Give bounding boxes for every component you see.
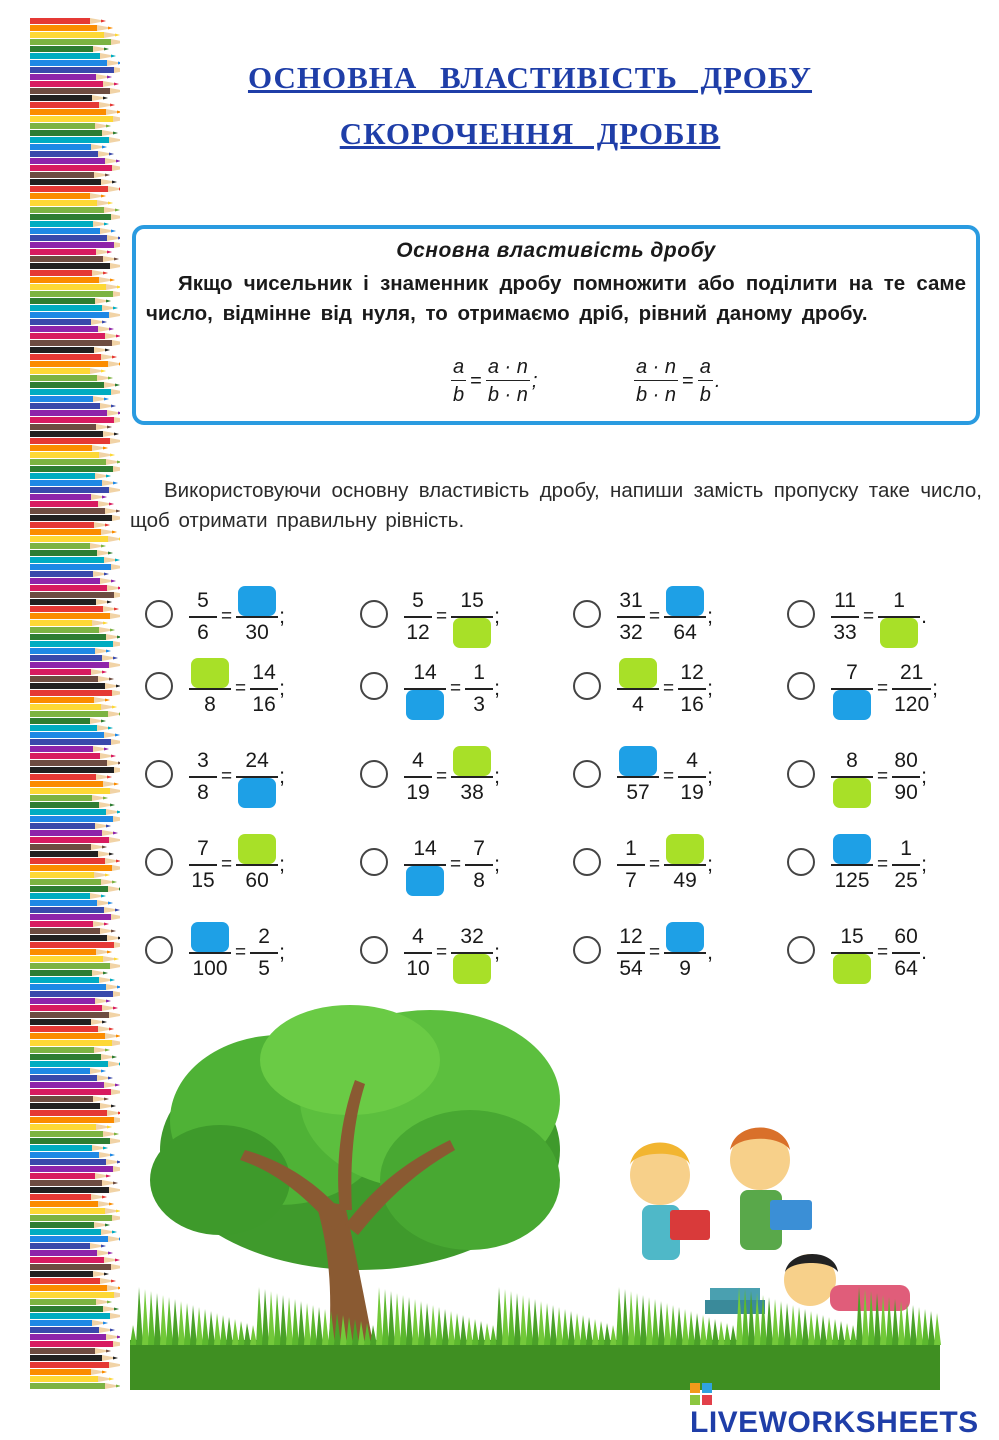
right-fraction <box>236 746 278 808</box>
left-numerator: 15 <box>840 925 864 949</box>
page-subtitle: СКОРОЧЕННЯ ДРОБІВ <box>339 116 721 151</box>
fraction-equation <box>189 832 285 898</box>
answer-radio-button[interactable] <box>145 848 173 876</box>
answer-radio-button[interactable] <box>360 848 388 876</box>
right-denominator: 38 <box>460 780 484 804</box>
answer-blank-input[interactable] <box>453 618 491 648</box>
right-denominator: 64 <box>894 956 918 980</box>
fraction-equation <box>189 920 285 986</box>
left-denominator: 19 <box>406 780 430 804</box>
answer-radio-button[interactable] <box>360 760 388 788</box>
right-denominator: 3 <box>473 692 485 716</box>
answer-radio-button[interactable] <box>787 848 815 876</box>
answer-radio-button[interactable] <box>360 936 388 964</box>
right-numerator[interactable] <box>236 586 278 616</box>
left-numerator: 31 <box>619 589 643 613</box>
equals-sign: = <box>235 678 247 699</box>
left-numerator: 7 <box>846 661 858 685</box>
formula-2-lhs-num: a · n <box>634 355 678 381</box>
answer-blank-input[interactable] <box>833 690 871 720</box>
right-fraction <box>451 746 493 808</box>
left-numerator[interactable] <box>617 658 659 688</box>
equals-sign: = <box>450 678 462 699</box>
left-numerator[interactable] <box>189 922 231 952</box>
answer-radio-button[interactable] <box>360 672 388 700</box>
right-numerator: 4 <box>686 749 698 773</box>
punctuation: . <box>921 941 927 964</box>
answer-blank-input[interactable] <box>238 586 276 616</box>
left-fraction <box>617 746 659 808</box>
left-denominator: 100 <box>192 956 228 980</box>
fraction-equation <box>189 744 285 810</box>
right-denominator: 49 <box>673 868 697 892</box>
answer-blank-input[interactable] <box>833 834 871 864</box>
equals-sign: = <box>649 942 661 963</box>
punctuation: ; <box>279 765 285 788</box>
right-numerator: 14 <box>252 661 276 685</box>
liveworksheets-logo <box>690 1372 999 1440</box>
left-numerator: 12 <box>619 925 643 949</box>
rule-heading: Основна властивість дробу <box>396 239 716 262</box>
left-numerator: 5 <box>197 589 209 613</box>
right-numerator: 1 <box>893 589 905 613</box>
right-fraction <box>451 586 493 648</box>
left-numerator: 5 <box>412 589 424 613</box>
punctuation: ; <box>279 605 285 628</box>
equals-sign: = <box>221 854 233 875</box>
left-denominator: 8 <box>197 780 209 804</box>
right-fraction <box>892 922 920 984</box>
right-fraction <box>664 922 706 984</box>
equals-sign: = <box>863 606 875 627</box>
left-denominator: 8 <box>204 692 216 716</box>
answer-radio-button[interactable] <box>145 600 173 628</box>
fraction-equation <box>831 584 927 650</box>
punctuation: ; <box>494 765 500 788</box>
left-fraction <box>617 658 659 720</box>
formula-2-rhs-num: a <box>698 355 713 381</box>
answer-radio-button[interactable] <box>360 600 388 628</box>
fraction-equation <box>189 656 285 722</box>
left-denominator: 4 <box>632 692 644 716</box>
answer-blank-input[interactable] <box>406 866 444 896</box>
punctuation: ; <box>707 677 713 700</box>
equals-sign: = <box>221 606 233 627</box>
fraction-equation <box>617 584 713 650</box>
fraction-equation <box>404 920 500 986</box>
answer-radio-button[interactable] <box>573 672 601 700</box>
punctuation: . <box>921 605 927 628</box>
formula-1-lhs-den: b <box>453 384 465 406</box>
left-fraction <box>404 922 432 984</box>
left-denominator: 10 <box>406 956 430 980</box>
left-numerator: 7 <box>197 837 209 861</box>
formula-1: $\frac{a}{b}$ = $\frac{a \cdot n}{b \cdot n}$ ; <box>453 356 538 406</box>
left-denominator[interactable] <box>831 690 873 720</box>
answer-blank-input[interactable] <box>619 746 657 776</box>
fraction-equation <box>831 656 938 722</box>
answer-blank-input[interactable] <box>666 834 704 864</box>
formula-1-rhs-num: a · n <box>486 355 530 381</box>
left-numerator: 4 <box>412 925 424 949</box>
left-denominator[interactable] <box>831 778 873 808</box>
right-fraction <box>465 834 493 896</box>
fraction-equation <box>617 656 713 722</box>
formula-2-rhs-den: b <box>699 384 711 406</box>
left-denominator: 15 <box>191 868 215 892</box>
left-fraction <box>189 658 231 720</box>
left-fraction <box>617 922 645 984</box>
left-numerator[interactable] <box>617 746 659 776</box>
right-fraction <box>878 586 920 648</box>
right-numerator: 2 <box>258 925 270 949</box>
fraction-equation <box>831 832 927 898</box>
left-fraction <box>404 834 446 896</box>
right-numerator: 60 <box>894 925 918 949</box>
answer-radio-button[interactable] <box>573 936 601 964</box>
left-denominator: 57 <box>626 780 650 804</box>
fraction-equation <box>831 744 927 810</box>
punctuation: ; <box>707 853 713 876</box>
left-fraction <box>831 746 873 808</box>
answer-blank-input[interactable] <box>238 778 276 808</box>
rule-box <box>132 225 980 425</box>
left-fraction <box>617 586 645 648</box>
answer-blank-input[interactable] <box>666 586 704 616</box>
equals-sign: = <box>450 854 462 875</box>
answer-radio-button[interactable] <box>787 760 815 788</box>
fraction-equation <box>617 832 713 898</box>
right-fraction <box>892 746 920 808</box>
right-numerator: 12 <box>680 661 704 685</box>
left-fraction <box>831 586 859 648</box>
punctuation: ; <box>494 853 500 876</box>
right-numerator[interactable] <box>664 586 706 616</box>
right-fraction <box>236 834 278 896</box>
left-numerator: 4 <box>412 749 424 773</box>
pencil-border-decoration <box>30 18 120 1390</box>
right-denominator: 5 <box>258 956 270 980</box>
left-fraction <box>404 586 432 648</box>
equals-sign: = <box>649 854 661 875</box>
answer-radio-button[interactable] <box>787 936 815 964</box>
scene-illustration <box>130 1000 990 1390</box>
left-denominator[interactable] <box>404 866 446 896</box>
left-numerator[interactable] <box>189 658 231 688</box>
answer-blank-input[interactable] <box>619 658 657 688</box>
formula-1-punct: ; <box>531 369 538 392</box>
right-denominator: 19 <box>680 780 704 804</box>
right-denominator: 9 <box>679 956 691 980</box>
right-numerator[interactable] <box>664 834 706 864</box>
right-numerator: 7 <box>473 837 485 861</box>
right-denominator: 60 <box>245 868 269 892</box>
liveworksheets-mark-icon <box>690 1379 712 1401</box>
answer-blank-input[interactable] <box>453 954 491 984</box>
fraction-equation <box>404 832 500 898</box>
punctuation: ; <box>707 605 713 628</box>
right-fraction <box>678 658 706 720</box>
punctuation: ; <box>279 853 285 876</box>
right-denominator[interactable] <box>236 778 278 808</box>
right-numerator: 21 <box>899 661 924 685</box>
left-numerator: 14 <box>413 661 437 685</box>
right-fraction <box>892 834 920 896</box>
equals-sign: = <box>235 942 247 963</box>
punctuation: ; <box>279 941 285 964</box>
equals-sign: = <box>436 766 448 787</box>
answer-blank-input[interactable] <box>833 954 871 984</box>
right-fraction <box>250 658 278 720</box>
answer-blank-input[interactable] <box>880 618 918 648</box>
answer-radio-button[interactable] <box>573 760 601 788</box>
equals-sign: = <box>436 606 448 627</box>
formula-2-lhs-den: b · n <box>636 384 677 406</box>
equals-sign: = <box>649 606 661 627</box>
right-fraction <box>664 834 706 896</box>
left-fraction <box>831 658 873 720</box>
right-denominator[interactable] <box>878 618 920 648</box>
right-denominator: 8 <box>473 868 485 892</box>
answer-radio-button[interactable] <box>573 848 601 876</box>
answer-blank-input[interactable] <box>833 778 871 808</box>
left-fraction <box>189 586 217 648</box>
equals-sign: = <box>436 942 448 963</box>
answer-blank-input[interactable] <box>191 922 229 952</box>
answer-blank-input[interactable] <box>666 922 704 952</box>
punctuation: ; <box>932 677 938 700</box>
answer-radio-button[interactable] <box>145 672 173 700</box>
equals-sign: = <box>877 942 889 963</box>
right-fraction <box>250 922 278 984</box>
right-denominator: 25 <box>894 868 918 892</box>
equals-sign: = <box>663 766 675 787</box>
left-numerator: 14 <box>413 837 437 861</box>
answer-blank-input[interactable] <box>238 834 276 864</box>
punctuation: ; <box>494 677 500 700</box>
punctuation: ; <box>921 853 927 876</box>
right-denominator[interactable] <box>451 954 493 984</box>
punctuation: ; <box>494 941 500 964</box>
right-denominator: 16 <box>252 692 276 716</box>
right-denominator: 90 <box>894 780 918 804</box>
rule-text <box>146 269 966 329</box>
left-fraction <box>831 834 873 896</box>
right-numerator: 24 <box>245 749 269 773</box>
right-fraction <box>678 746 706 808</box>
pencils-illustration <box>30 18 120 1390</box>
left-numerator: 11 <box>834 589 856 613</box>
left-numerator[interactable] <box>831 834 873 864</box>
left-denominator: 7 <box>625 868 637 892</box>
formula-1-rhs-den: b · n <box>487 384 528 406</box>
equals-sign: = <box>877 678 889 699</box>
right-fraction <box>664 586 706 648</box>
right-numerator: 1 <box>473 661 485 685</box>
fraction-equation <box>617 920 713 986</box>
equals-sign: = <box>221 766 233 787</box>
answer-radio-button[interactable] <box>787 600 815 628</box>
left-fraction <box>404 746 432 808</box>
right-denominator: 64 <box>673 620 697 644</box>
left-denominator: 125 <box>834 868 870 892</box>
right-denominator[interactable] <box>451 618 493 648</box>
punctuation: ; <box>921 765 927 788</box>
equals-sign: = <box>877 766 889 787</box>
formula-1-lhs-num: a <box>451 355 466 381</box>
children-reading <box>630 1128 910 1315</box>
right-numerator[interactable] <box>236 834 278 864</box>
left-fraction <box>404 658 446 720</box>
left-denominator: 33 <box>833 620 857 644</box>
punctuation: , <box>707 941 713 964</box>
answer-radio-button[interactable] <box>145 760 173 788</box>
liveworksheets-text: LIVEWORKSHEETS <box>690 1406 979 1439</box>
left-numerator: 3 <box>197 749 209 773</box>
left-denominator: 12 <box>406 620 430 644</box>
answer-radio-button[interactable] <box>787 672 815 700</box>
formula-2: $\frac{a \cdot n}{b \cdot n}$ = $\frac{a}{b}$ . <box>636 356 721 406</box>
left-denominator: 6 <box>197 620 209 644</box>
left-fraction <box>189 834 217 896</box>
left-numerator: 8 <box>846 749 858 773</box>
right-fraction <box>892 658 931 720</box>
equals-sign: = <box>877 854 889 875</box>
left-numerator: 1 <box>625 837 637 861</box>
right-denominator: 120 <box>894 692 930 716</box>
fraction-equation <box>404 744 500 810</box>
right-numerator: 15 <box>460 589 484 613</box>
left-denominator: 32 <box>619 620 643 644</box>
punctuation: ; <box>279 677 285 700</box>
instruction <box>130 476 982 536</box>
left-denominator: 54 <box>619 956 643 980</box>
right-numerator: 80 <box>894 749 918 773</box>
answer-radio-button[interactable] <box>145 936 173 964</box>
answer-radio-button[interactable] <box>573 600 601 628</box>
left-fraction <box>617 834 645 896</box>
right-fraction <box>451 922 493 984</box>
page-title: ОСНОВНА ВЛАСТИВІСТЬ ДРОБУ <box>247 60 813 95</box>
tree-and-children-illustration <box>130 1000 990 1390</box>
fraction-equation <box>404 584 500 650</box>
instruction-text: Використовуючи основну властивість дробу, напиши замість пропуску таке число, щоб отримати правильну рівність. <box>130 479 982 532</box>
left-denominator[interactable] <box>831 954 873 984</box>
answer-blank-input[interactable] <box>406 690 444 720</box>
right-numerator: 1 <box>900 837 912 861</box>
right-numerator[interactable] <box>664 922 706 952</box>
right-fraction <box>465 658 493 720</box>
right-denominator: 16 <box>680 692 704 716</box>
punctuation: ; <box>494 605 500 628</box>
fraction-equation <box>189 584 285 650</box>
answer-blank-input[interactable] <box>453 746 491 776</box>
right-numerator[interactable] <box>451 746 493 776</box>
right-fraction <box>236 586 278 648</box>
equals-sign: = <box>663 678 675 699</box>
left-fraction <box>189 746 217 808</box>
answer-blank-input[interactable] <box>191 658 229 688</box>
punctuation: ; <box>707 765 713 788</box>
fraction-equation <box>831 920 927 986</box>
right-numerator: 32 <box>460 925 484 949</box>
right-denominator: 30 <box>245 620 269 644</box>
fraction-equation <box>617 744 713 810</box>
formula-2-punct: . <box>714 369 721 392</box>
left-fraction <box>189 922 231 984</box>
left-denominator[interactable] <box>404 690 446 720</box>
left-fraction <box>831 922 873 984</box>
fraction-equation <box>404 656 500 722</box>
rule-text-content: Якщо чисельник і знаменник дробу помножити або поділити на те саме число, відмінне від нуля, то отримаємо дріб, рівний даному дробу. <box>146 272 966 325</box>
